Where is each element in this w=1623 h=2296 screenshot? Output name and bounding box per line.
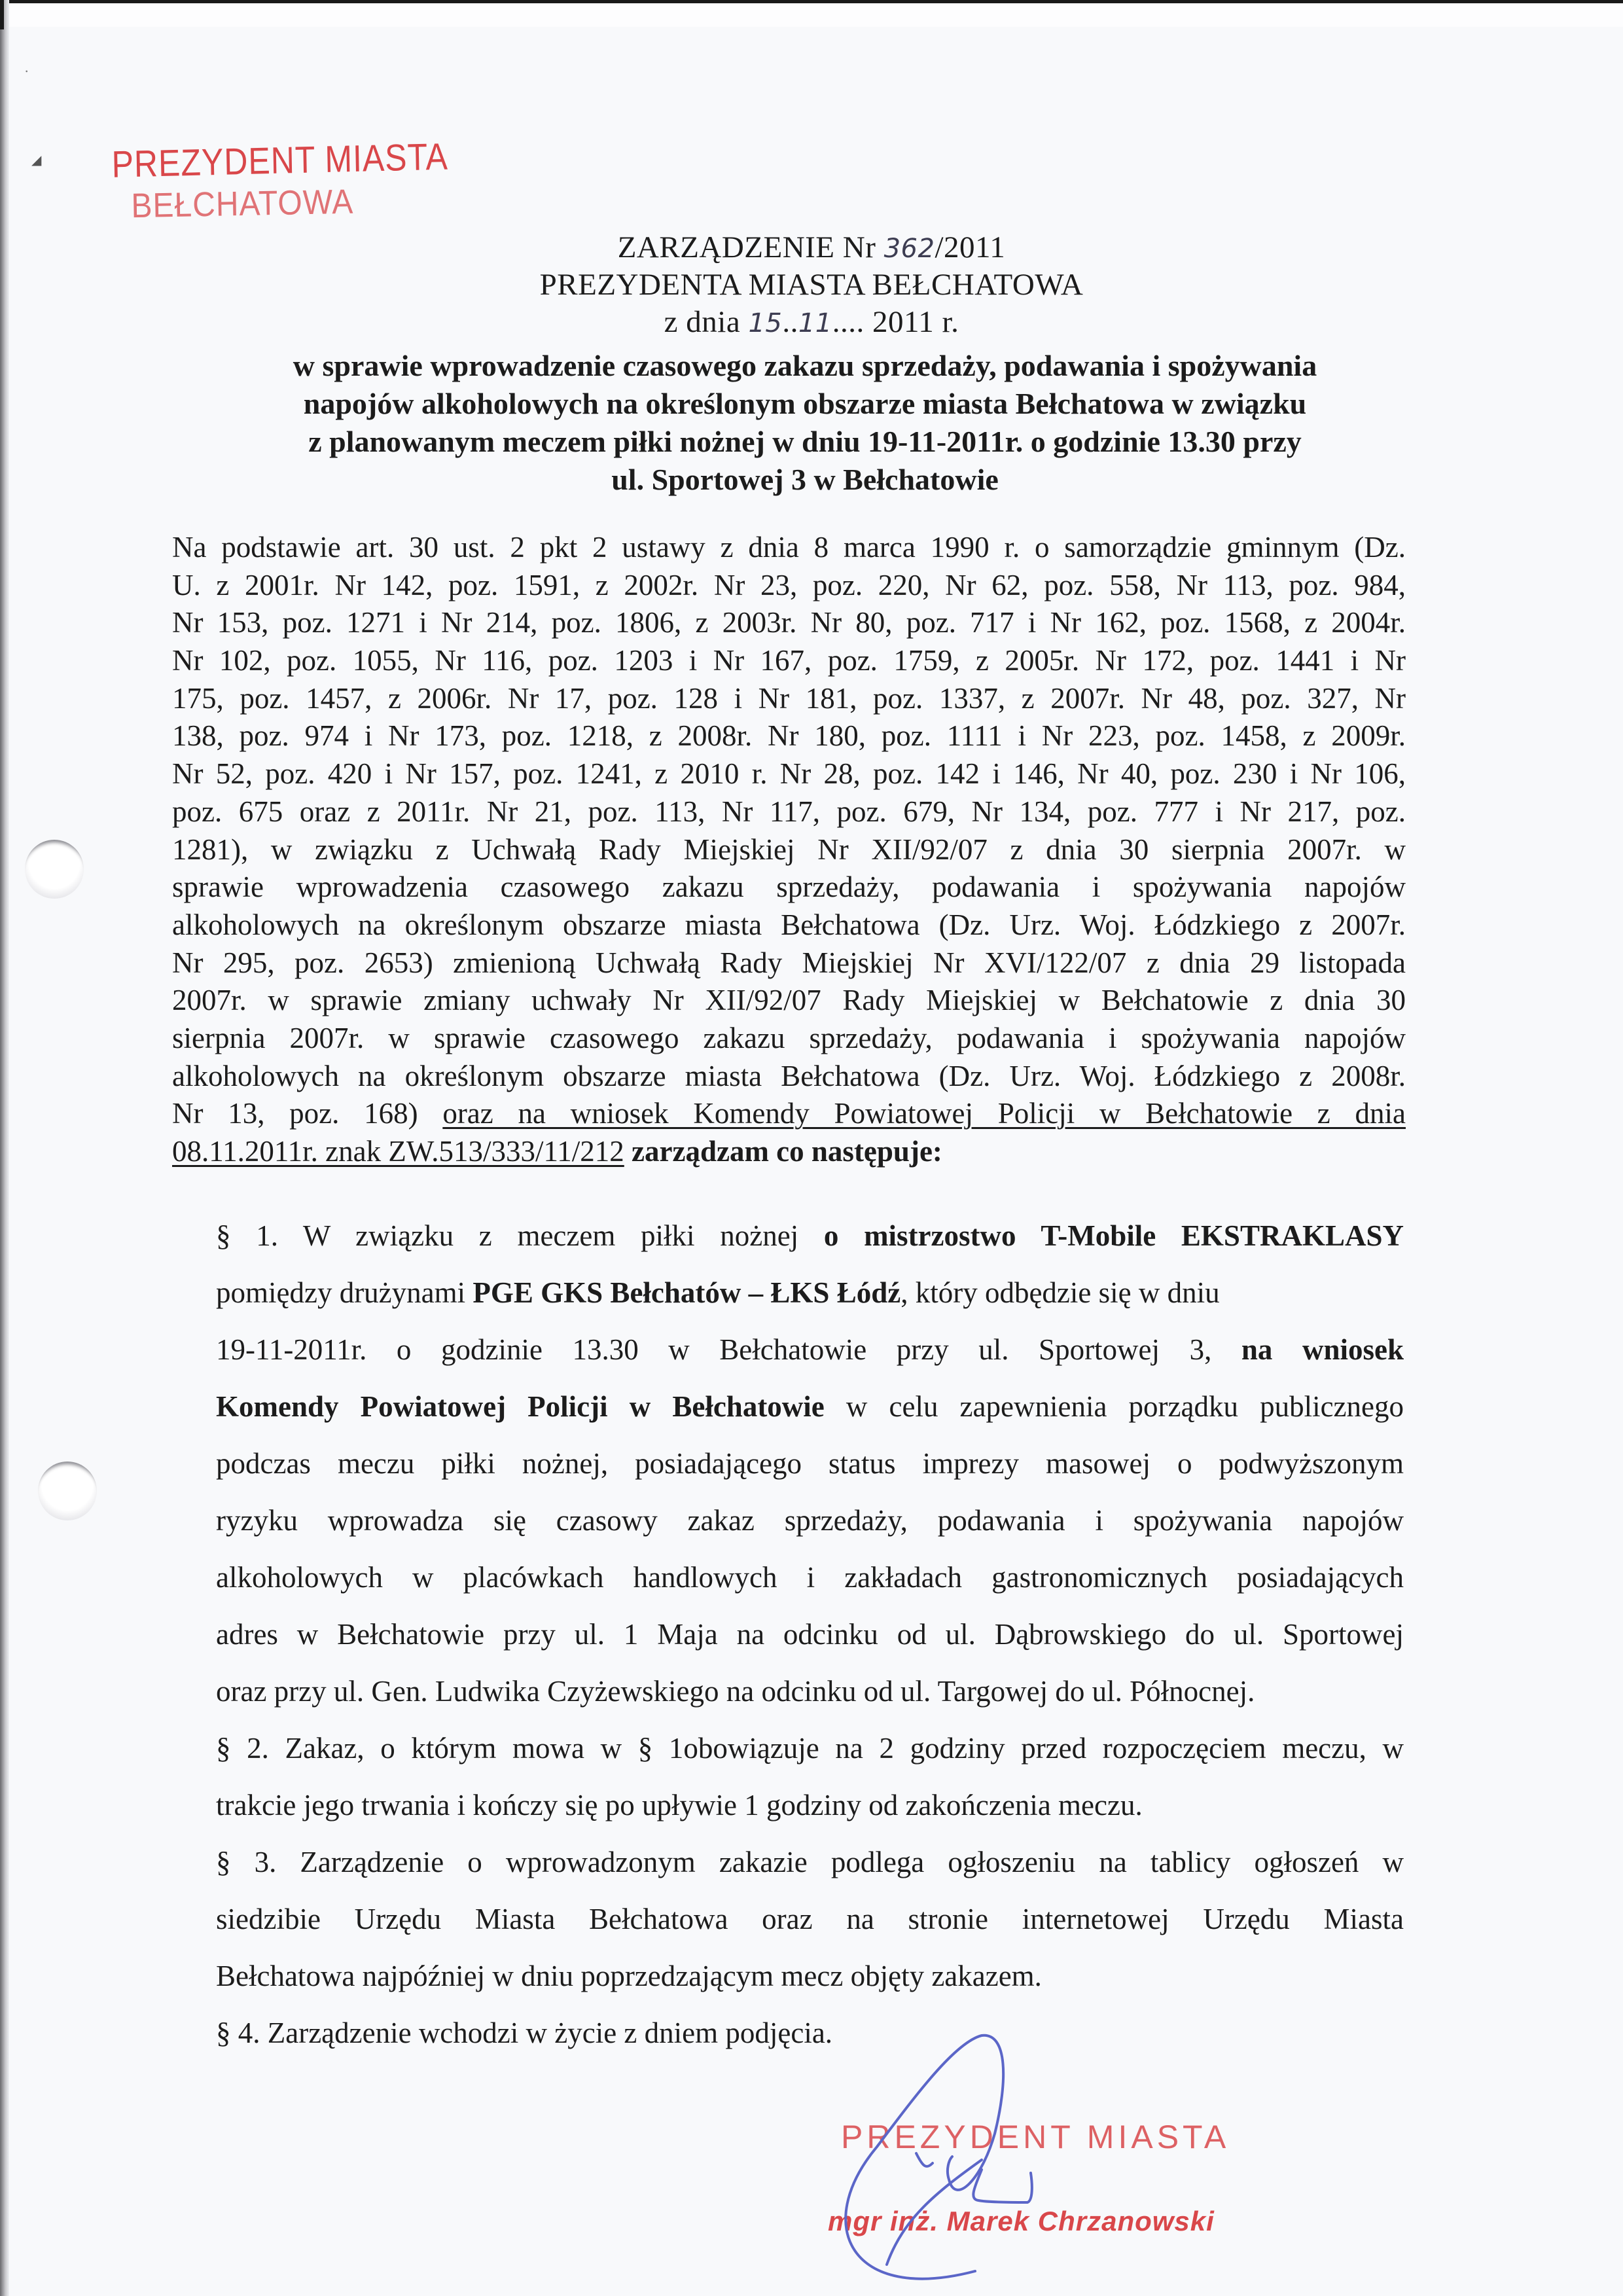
paragraph-1-line: 19-11-2011r. o godzinie 13.30 w Bełchatowie przy ul. Sportowej 3, na wniosek [216, 1333, 1404, 1366]
basis-line: Nr 153, poz. 1271 i Nr 214, poz. 1806, z 2003r. Nr 80, poz. 717 i Nr 162, poz. 1568, z 2004r. [172, 606, 1406, 639]
subject-line: ul. Sportowej 3 w Bełchatowie [611, 463, 999, 496]
ordinance-title: ZARZĄDZENIE Nr 362/2011 [617, 230, 1006, 264]
subject-line: z planowanym meczem piłki nożnej w dniu 19-11-2011r. o godzinie 13.30 przy [308, 425, 1302, 458]
ordinance-date: z dnia 15..11.... 2011 r. [664, 305, 959, 339]
date-day: 15 [748, 308, 783, 338]
signature-stamp-title: PREZYDENT MIASTA [841, 2119, 1230, 2155]
scan-corner [0, 0, 4, 29]
ordinance-subject [216, 347, 1394, 499]
basis-line: Nr 295, poz. 2653) zmienioną Uchwałą Rady Miejskiej Nr XVI/122/07 z dnia 29 listopada [172, 946, 1406, 979]
basis-line: sprawie wprowadzenia czasowego zakazu sprzedaży, podawania i spożywania napojów [172, 870, 1406, 904]
basis-line: Na podstawie art. 30 ust. 2 pkt 2 ustawy z dnia 8 marca 1990 r. o samorządzie gminnym (Dz. [172, 531, 1406, 564]
signature-stamp-name: mgr inż. Marek Chrzanowski [828, 2206, 1215, 2236]
legal-basis [172, 529, 1406, 1171]
paragraph-1-line: oraz przy ul. Gen. Ludwika Czyżewskiego na odcinku od ul. Targowej do ul. Północnej. [216, 1675, 1255, 1708]
subject-line: w sprawie wprowadzenie czasowego zakazu sprzedaży, podawania i spożywania [293, 349, 1317, 382]
office-stamp-line1: PREZYDENT MIASTA [111, 135, 449, 186]
scan-top-band [9, 3, 1623, 27]
paragraph-3-line: siedzibie Urzędu Miasta Bełchatowa oraz na stronie internetowej Urzędu Miasta [216, 1903, 1404, 1935]
basis-line: poz. 675 oraz z 2011r. Nr 21, poz. 113, Nr 117, poz. 679, Nr 134, poz. 777 i Nr 217, poz. [172, 795, 1406, 828]
basis-line: Nr 52, poz. 420 i Nr 157, poz. 1241, z 2010 r. Nr 28, poz. 142 i 146, Nr 40, poz. 230 i Nr 106, [172, 757, 1406, 791]
police-request-sign: 08.11.2011r. znak ZW.513/333/11/212 [172, 1135, 624, 1168]
decree-clause: zarządzam co następuje: [632, 1135, 942, 1168]
paragraph-1-line: alkoholowych w placówkach handlowych i zakładach gastronomicznych posiadających [216, 1561, 1404, 1594]
paragraph-3-line: § 3. Zarządzenie o wprowadzonym zakazie podlega ogłoszeniu na tablicy ogłoszeń w [216, 1846, 1404, 1878]
basis-line: 1281), w związku z Uchwałą Rady Miejskiej Nr XII/92/07 z dnia 30 sierpnia 2007r. w [172, 833, 1406, 866]
ordinance-number: 362 [883, 234, 935, 264]
basis-line: alkoholowych na określonym obszarze miasta Bełchatowa (Dz. Urz. Woj. Łódzkiego z 2007r. [172, 908, 1406, 941]
handwritten-signature-icon [785, 2029, 1309, 2291]
basis-line: U. z 2001r. Nr 142, poz. 1591, z 2002r. Nr 23, poz. 220, Nr 62, poz. 558, Nr 113, poz. 984, [172, 568, 1406, 601]
date-month: 11 [798, 308, 832, 338]
paragraph-1-line: podczas meczu piłki nożnej, posiadającego status imprezy masowej o podwyższonym [216, 1447, 1404, 1480]
paragraph-4-line: § 4. Zarządzenie wchodzi w życie z dniem podjęcia. [216, 2017, 833, 2049]
scan-speck-icon: ◢ [31, 152, 42, 168]
basis-line: Nr 102, poz. 1055, Nr 116, poz. 1203 i Nr 167, poz. 1759, z 2005r. Nr 172, poz. 1441 i Nr [172, 644, 1406, 677]
basis-line [172, 1133, 1406, 1171]
paragraph-1-line: adres w Bełchatowie przy ul. 1 Maja na odcinku od ul. Dąbrowskiego do ul. Sportowej [216, 1618, 1404, 1651]
police-request-reference: oraz na wniosek Komendy Powiatowej Policji w Bełchatowie z dnia [442, 1097, 1406, 1130]
paragraph-1-line: § 1. W związku z meczem piłki nożnej o mistrzostwo T-Mobile EKSTRAKLASY [216, 1219, 1404, 1252]
office-stamp-line2: BEŁCHATOWA [131, 183, 354, 226]
punch-hole-icon [38, 1462, 97, 1520]
basis-line: alkoholowych na określonym obszarze miasta Bełchatowa (Dz. Urz. Woj. Łódzkiego z 2008r. [172, 1059, 1406, 1092]
paragraph-1-line: Komendy Powiatowej Policji w Bełchatowie w celu zapewnienia porządku publicznego [216, 1390, 1404, 1423]
paragraph-3-line: Bełchatowa najpóźniej w dniu poprzedzającym mecz objęty zakazem. [216, 1960, 1042, 1992]
ordinance-issuer: PREZYDENTA MIASTA BEŁCHATOWA [539, 268, 1084, 302]
scan-edge-left [0, 0, 9, 2296]
ordinance-paragraphs [216, 1208, 1404, 2062]
basis-line: 175, poz. 1457, z 2006r. Nr 17, poz. 128 i Nr 181, poz. 1337, z 2007r. Nr 48, poz. 327, Nr [172, 681, 1406, 715]
basis-line: Nr 13, poz. 168) oraz na wniosek Komendy Powiatowej Policji w Bełchatowie z dnia [172, 1097, 1406, 1130]
subject-line: napojów alkoholowych na określonym obszarze miasta Bełchatowa w związku [303, 387, 1307, 420]
basis-line: 138, poz. 974 i Nr 173, poz. 1218, z 2008r. Nr 180, poz. 1111 i Nr 223, poz. 1458, z 2009r. [172, 719, 1406, 753]
basis-line: 2007r. w sprawie zmiany uchwały Nr XII/92/07 Rady Miejskiej w Bełchatowie z dnia 30 [172, 984, 1406, 1017]
paragraph-1-line: pomiędzy drużynami PGE GKS Bełchatów – ŁKS Łódź, który odbędzie się w dniu [216, 1276, 1220, 1309]
paragraph-1-line: ryzyku wprowadza się czasowy zakaz sprzedaży, podawania i spożywania napojów [216, 1504, 1404, 1537]
punch-hole-icon [25, 840, 84, 899]
basis-line: sierpnia 2007r. w sprawie czasowego zakazu sprzedaży, podawania i spożywania napojów [172, 1021, 1406, 1054]
paragraph-2-line: § 2. Zakaz, o którym mowa w § 1obowiązuje na 2 godziny przed rozpoczęciem meczu, w [216, 1732, 1404, 1765]
scan-speck-icon: ⸱ [25, 63, 29, 79]
paragraph-2-line: trakcie jego trwania i kończy się po upływie 1 godziny od zakończenia meczu. [216, 1789, 1143, 1821]
